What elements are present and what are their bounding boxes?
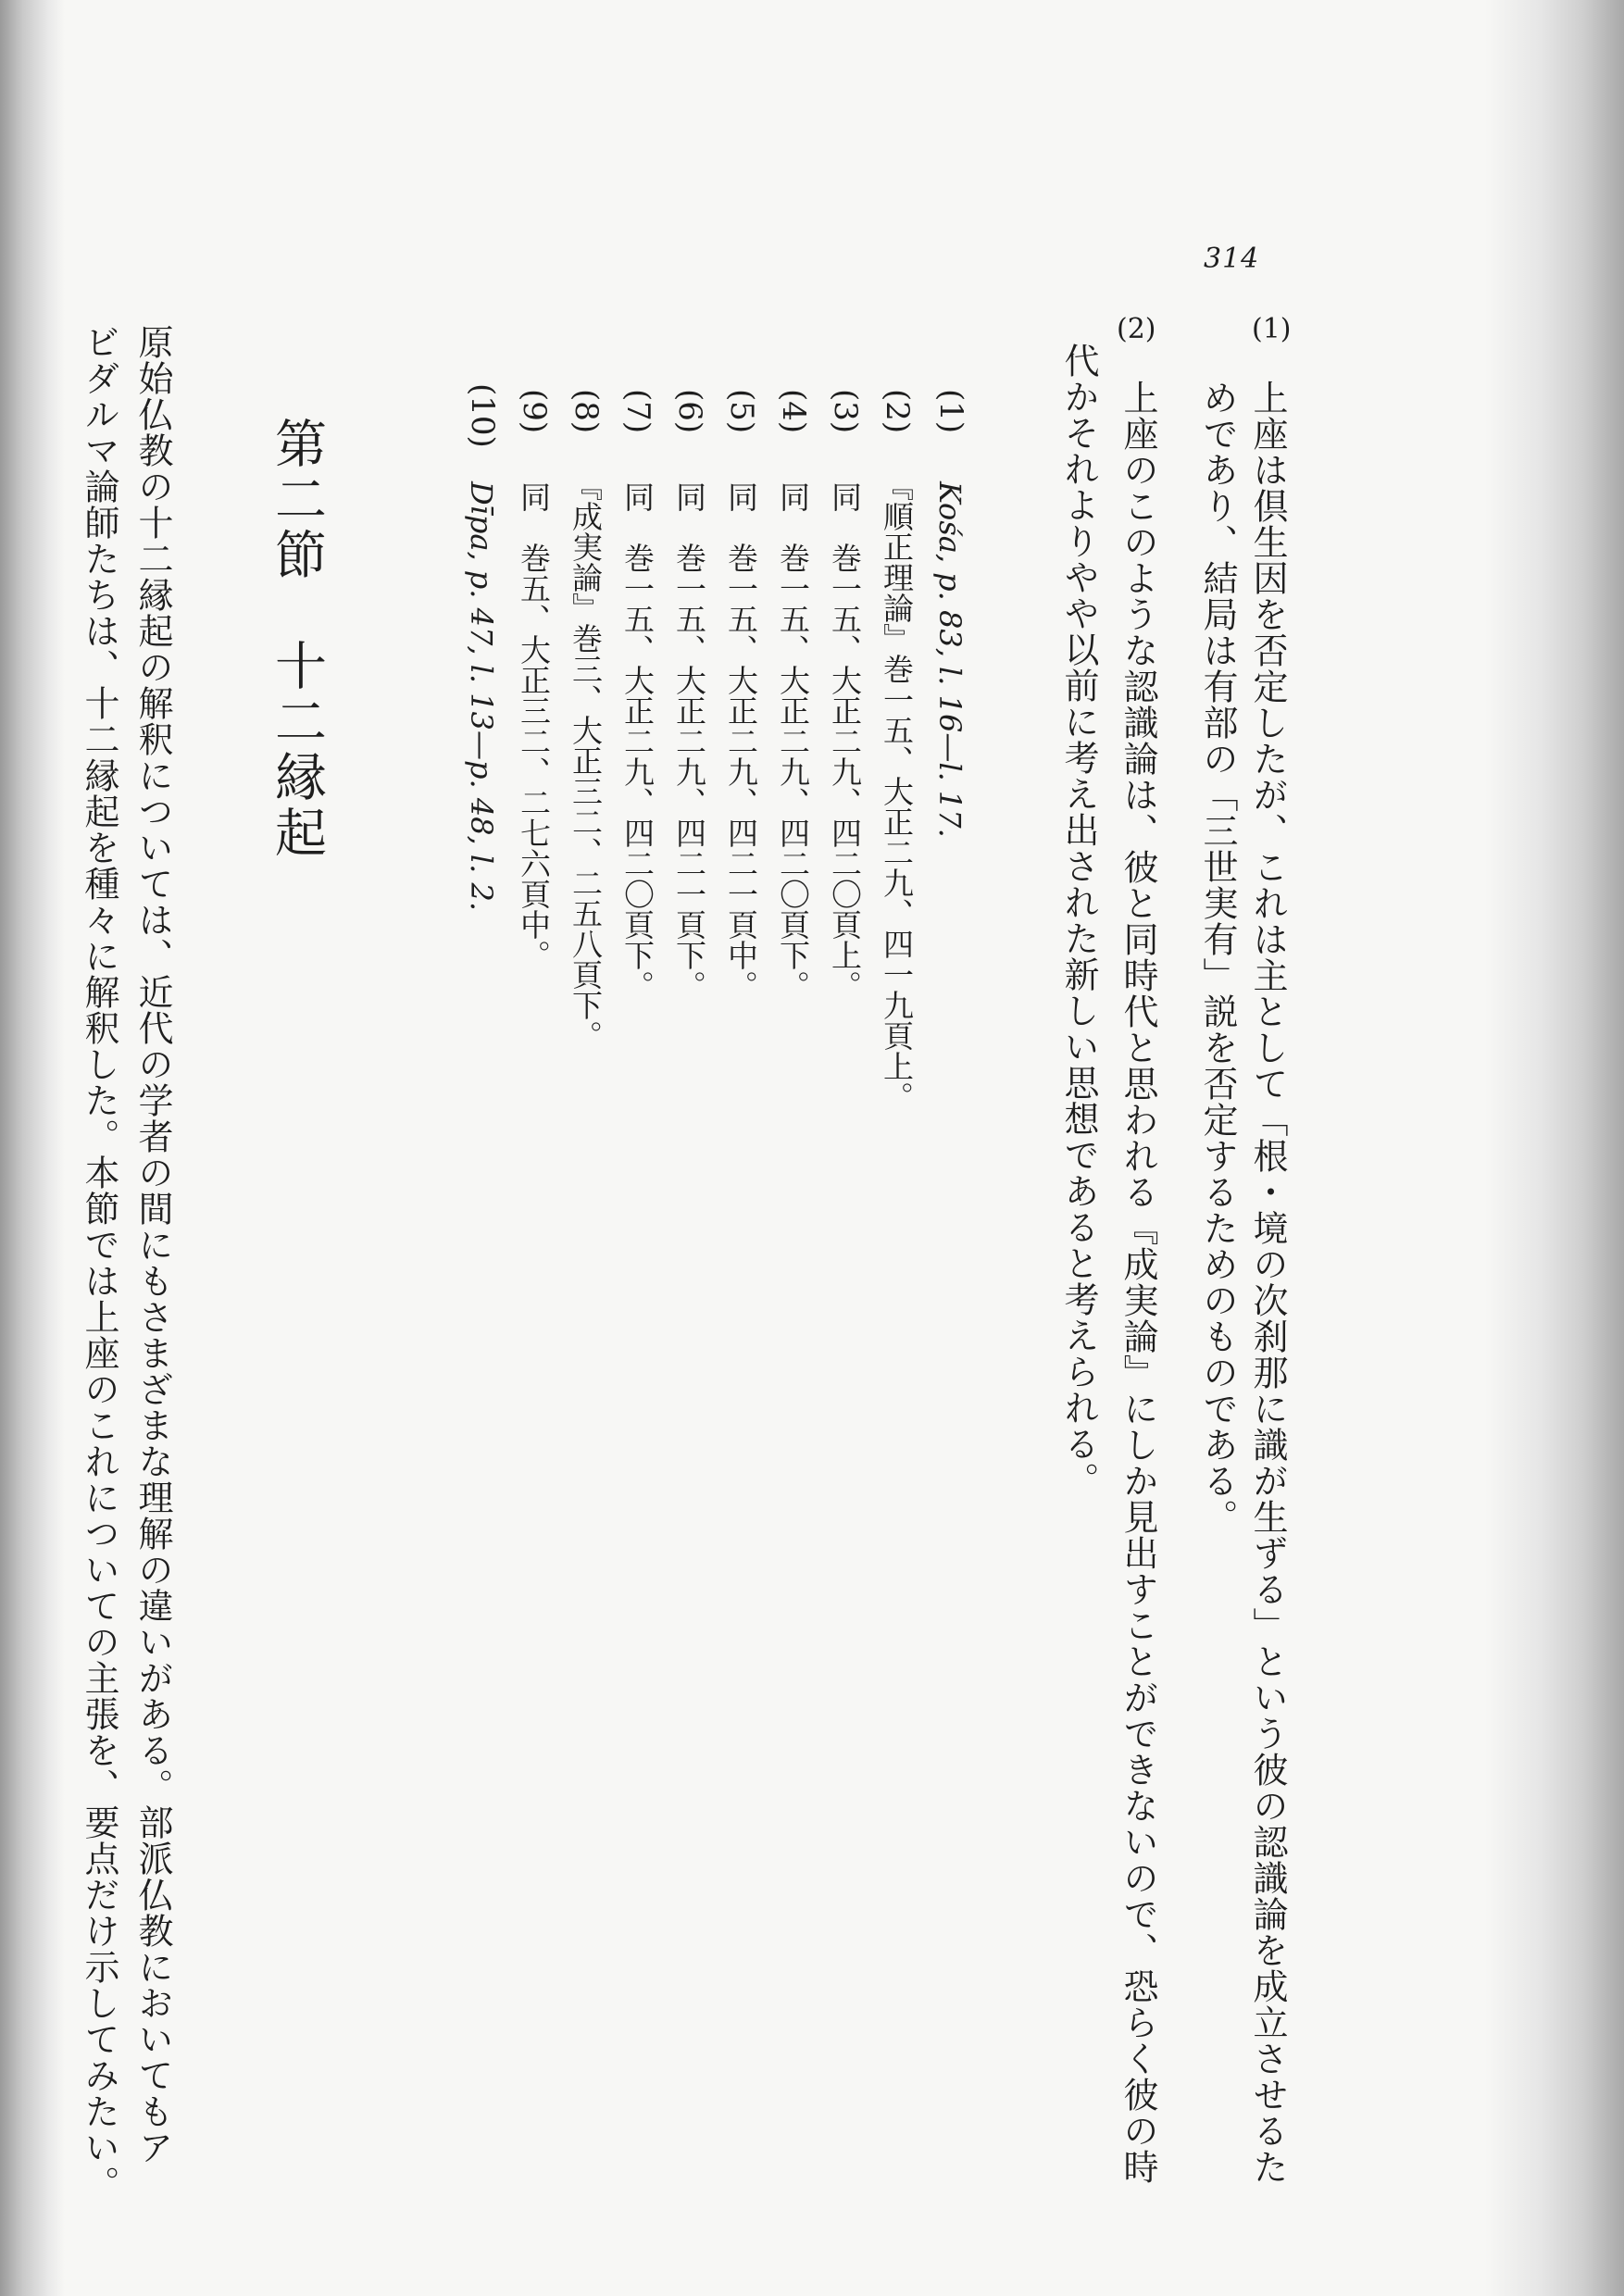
footnote-text: 同 巻一五、大正二九、四二一頁下。 <box>671 481 707 1001</box>
footnote-number: (2) <box>879 389 916 434</box>
note-line: 代かそれよりやや以前に考え出された新しい思想であると考えられる。 <box>1058 343 1099 1498</box>
note-line: めであり、結局は有部の「三世実有」説を否定するためのものである。 <box>1197 380 1238 1535</box>
footnote-text: 同 巻一五、大正二九、四二一頁中。 <box>723 481 759 1001</box>
page-number: 314 <box>1204 243 1260 275</box>
footnote-text: Kośa, p. 83, l. 16—l. 17. <box>932 481 968 838</box>
footnote-text: 同 巻一五、大正二九、四二〇頁上。 <box>827 481 863 1001</box>
footnote-text: 同 巻一五、大正二九、四二〇頁下。 <box>619 481 656 1001</box>
note-line: 上座のこのような認識論は、彼と同時代と思われる『成実論』にしか見出すことができないので、恐らく彼の時 <box>1118 380 1158 2185</box>
scan-edge-left <box>0 0 65 2296</box>
footnote-number: (3) <box>827 389 864 434</box>
footnote-text: 『成実論』巻三、大正三二、二五八頁下。 <box>568 470 604 1051</box>
note-line: 上座は倶生因を否定したが、これは主として「根・境の次刹那に識が生ずる」という彼の認識論を成立させるた <box>1247 380 1288 2185</box>
body-line: 原始仏教の十二縁起の解釈については、近代の学者の間にもさまざまな理解の違いがある。部派仏教においてもア <box>132 324 173 2165</box>
footnote-text: 『順正理論』巻一五、大正二九、四一九頁上。 <box>879 470 915 1112</box>
section-heading: 第二節 十二縁起 <box>267 417 327 861</box>
body-line: ビダルマ論師たちは、十二縁起を種々に解釈した。本節では上座のこれについての主張を、要点だけ示してみたい。 <box>79 324 119 2202</box>
footnote-number: (5) <box>723 389 760 434</box>
footnote-text: Dīpa, p. 47, l. 13—p. 48, l. 2. <box>464 481 499 911</box>
note-marker: (2) <box>1117 313 1156 345</box>
note-marker: (1) <box>1252 313 1292 345</box>
footnote-number: (4) <box>775 389 812 434</box>
footnote-text: 同 巻五、大正三二、二七六頁中。 <box>516 481 552 970</box>
footnote-number: (10) <box>464 383 501 448</box>
footnote-number: (9) <box>516 389 553 434</box>
footnote-number: (8) <box>568 389 605 434</box>
footnote-number: (1) <box>932 389 969 434</box>
footnote-number: (7) <box>619 389 656 434</box>
footnote-text: 同 巻一五、大正二九、四二〇頁下。 <box>775 481 811 1001</box>
scan-edge-right <box>1485 0 1624 2296</box>
footnote-number: (6) <box>671 389 708 434</box>
